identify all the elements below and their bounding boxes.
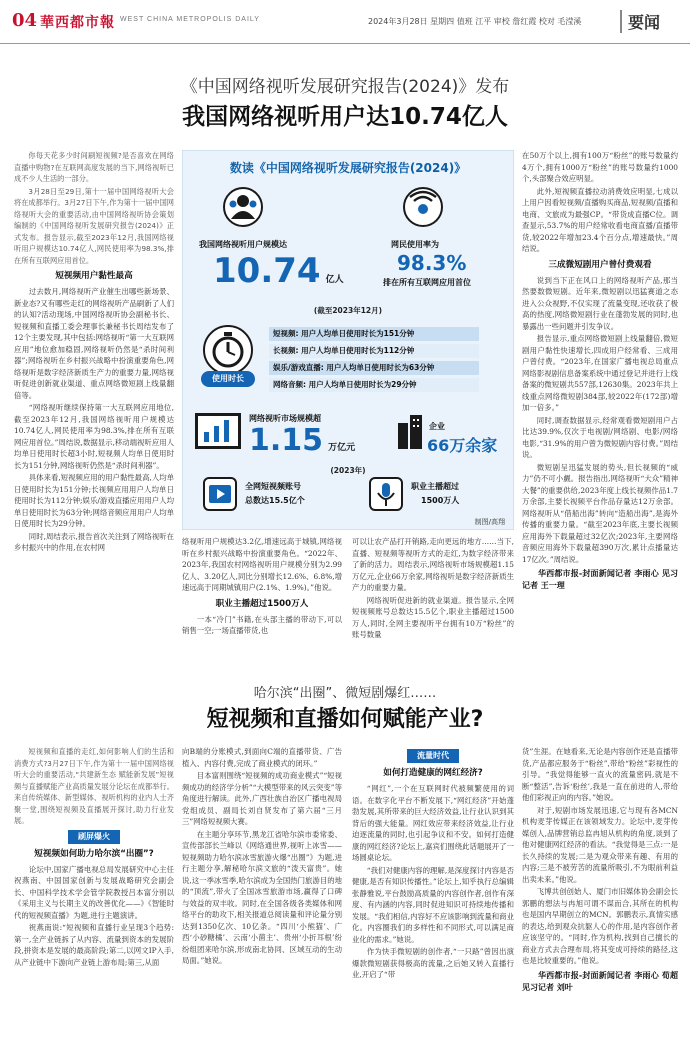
market-label: 网络视听市场规模超 [249,414,321,423]
article2-paragraph: 对于,短剧市场发展迅速,它与现有各MCN机构麦芽传媒正在该领域发力。论坛中,麦芽传媒创人,品牌营销总监冉旭从机构的角度,谈到了他对健康网红经济的看法。“我觉得是三点:一是长久持续的发展;二是为观众带来有趣、有用的内容;三是不被劳苦的流量所吸引,不为眼前利益出卖未来。”他说。 [522,805,678,884]
infographic-credit: 制图/高翔 [474,518,505,526]
article1-paragraph: 过去数月,网络视听产业催生出哪些新场景、新业态?又有哪些走红的网络视听产品刷新了人们的认知?活动现场,中国网络视听协会副秘书长、短视频和直播工委会理事长兼秘书长周结发布了12个主要发现,其中包括:网络视听“第一大互联网应用”地位愈加稳固,网络视听仍然是“杀时间利器”;网络视听在乡村振兴战略中扮演重要角色,网络视听是数字经济新质生产力的重要力量,网络视听促进创新就业渠道、重点网络微短剧上线量翻倍等。 [14,287,174,400]
article1-paragraph: 同时,调查数据显示,经常观看微短剧用户占比达39.9%,仅次于电视剧/网络剧、电影/网络电影,“31.9%的用户曾为微短剧内容付费。”周结说。 [522,415,678,459]
users-value: 10.74 [213,251,321,291]
article1-paragraph: 说到当下正在风口上的网络视听产品,那当然要数微短剧。近年来,微短剧以迅猛赛道之态进入公众视野,不仅实现了流量变现,还收获了极高的热度,网络微短剧行业在蓬勃发展的同时,也暴露出一些问题并引发争议。 [522,275,678,331]
article2-tag-1: 刷屏爆火 [68,830,120,844]
date-note: (截至2023年12月) [313,306,383,315]
article2-tag-2: 流量时代 [407,749,459,763]
article2-paragraph: 向B端的分账模式,到面向C端的直播带货、广告植入、内容付费,完成了商业模式的闭环。” [182,747,342,768]
users-group-icon [223,187,263,227]
users-figure [213,251,344,291]
article1-paragraph: 报告显示,重点网络微短剧上线量翻倍,微短剧用户黏性快速增长,四成用户经常看、三成用户曾付费。“2023年,在国家广播电视总局重点网络影视剧信息备案系统中通过登记并进行上线备案的微短剧共557部,12630集。2023年共上线重点网络微短剧384部,较2022年(172部)增加一倍多。” [522,334,678,412]
usage-time-label: 使用时长 [201,371,255,387]
market-value: 1.15 [249,423,324,458]
article2-paragraph: 作为快手微短剧的创作者,“一只路”曾因出演爆款微短剧获得极高的流量,之后她又转入直播行业,开启了“带 [352,947,514,979]
rate-label: 网民使用率为 [391,240,439,249]
company-value: 66万余家 [427,436,498,455]
article1-headline: 我国网络视听用户达10.74亿人 [182,104,508,130]
users-label: 我国网络视听用户规模达 [199,240,287,249]
article1-paragraph: “网络视听继续保持第一大互联网应用地位,截至2023年12月,我国网络视听用户规模达10.74亿人,网民使用率为98.3%,排在所有互联网应用首位。”周结说,数据显示,移动端视听应用人均单日使用时长超3小时,短视频人均单日使用时长为151分钟,网络视听仍然是“杀时间利器”。 [14,403,174,470]
article1-paragraph: 具体来看,短视频应用的用户黏性最高,人均单日使用时长为151分钟;长视频应用用户人均单日使用时长为112分钟;娱乐/游戏直播应用用户人均单日使用时长为63分钟;网络音频应用用户人均单日使用时长为29分钟。 [14,473,174,528]
article1-far-right-column [522,150,678,670]
article2-paragraph: 祝燕南说:“短视频和直播行业呈现3个趋势:第一,全产业链拆了从内容、流量到资本的发展阶段,拼资本是发展的最高阶段;第二,以网文IP入手,从产业链中下游向产业链上游布局;第三,从面 [14,923,174,967]
section-label: 要闻 [620,10,660,33]
article1-subhead-3: 三成微短剧用户曾付费观看 [548,259,652,270]
article2-lead: 短视频和直播的走红,如何影响人们的生活和消费方式?3月27日下午,作为第十一届中国网络视听大会的重要活动,“共建新生态 赋能新发展”短视频与直播赋能产业高质量发展分论坛在成都举行。来自传统媒体、新型媒体、视听机构的业内人士齐聚一堂,围绕短视频及直播展开探讨,助力行业发展。 [14,747,174,825]
article2-subhead-1: 短视频如何助力哈尔滨“出圈”? [34,848,154,859]
stopwatch-icon [203,325,253,375]
article1-subhead-2: 职业主播超过1500万人 [215,598,309,609]
article2-left-column [14,746,174,1042]
article2-kicker: 哈尔滨“出圈”、微短剧爆红…… [253,686,437,701]
newspaper-english-name: WEST CHINA METROPOLIS DAILY [120,16,260,23]
article2-mid-column [182,746,342,1042]
article2-paragraph: 飞博共创创始人、厦门市旧媒体协会副会长郭鹏的想法与冉旭可谓不谋而合,其所在的机构也是国内早期创立的MCN。郭鹏表示,真情实感的表达,给到观众抗躯人心的作用,是内容创作者应该坚守的。“同时,作为机构,找到自己擅长的商业方式去合理布局,将其变成可持续的路径,这也是比较重要的。”他说。 [522,887,678,965]
article1-paragraph: 微短剧呈迅猛发展的势头,但长视频的“威力”仍不可小觑。报告指出,网络视听“大众”精神大餐”的重要供给,2023年度上线长视频作品1.7万余部,主要长视频平台作品存量达12万余部。网络视听从“借船出海”转向“造船出海”,是海外传播的重要力量。“截至2023年底,主要长视频应用海外下载量超过32亿次;2023年,主要网络音频应用海外下载量超390万次,累计点播量达17亿次。”周结说。 [522,462,678,564]
article2-paragraph: “我们对健康内容的理解,是深度探讨内容是否健康,是否有知识传播性。”论坛上,知乎执行总编辑张静雅说,平台鼓励高质量的内容创作者,创作有深度、有内涵的内容,同时促进知识可持续地传播和发展。“我们相信,内容好不应该影响到流量和商业化。内容圈我们的多样性和不同形式,可以满足商业化的需求。”她说。 [352,865,514,944]
article2-paragraph: 论坛中,国家广播电视总局发展研究中心主任祝燕南、中国国家创新与发展战略研究会副会长、中国科学技术学会管学院教授吕本富分别以《采用主义与长期主义的改善优化——》《智能时代的短视频直播》为题,进行主题演讲。 [14,864,174,920]
rate-value: 98.3% [397,251,467,275]
article1-paragraph: 同时,周结表示,报告首次关注到了网络视听在乡村振兴中的作用,在农村网 [14,531,174,552]
accounts-value: 总数达15.5亿个 [245,496,305,505]
article1-paragraph: 一本“冷门”书籍,在头部主播的带动下,可以销售一空;一场直播带货,也 [182,614,342,635]
article2-paragraph: 货”生涯。在她看来,无论是内容创作还是直播带货,产品都应服务于“粉丝”,带给“粉丝”彩视性的引导。“我觉得能够一直火的流量密码,就是不断“整活”,告诉‘粉丝’,我是一直在前进的人,带给他们彩视正向的内容。”她说。 [522,747,678,802]
usage-row-live-stream: 娱乐/游戏直播: 用户人均单日使用时长为63分钟 [269,361,479,375]
article1-subhead-1: 短视频用户黏性最高 [55,271,133,281]
article1-paragraph: 网络视听促进新的就业渠道。报告显示,全网短视频账号总数达15.5亿个,职业主播超过1500万人,同时,全网主要视听平台拥有10万“粉丝”的账号数量 [352,595,514,639]
article2-far-right-column [522,746,678,1042]
rate-note: 排在所有互联网应用首位 [383,278,471,287]
article2-paragraph: 目本富则围绕“短视频的成功商业模式”“短视频成功的经济学分析”“大模型带来的风云突变”等角度进行解读。此外,广西壮族自治区广播电视局党组成员、副局长刘自贤发布了第六届“三月三”网络短视频大赛。 [182,771,342,826]
article2-paragraph: 在主题分享环节,黑龙江省哈尔滨市委常委、宣传部部长兰峰以《网络通世界,视听上冰雪——短视频助力哈尔滨冰雪旅游火爆“出圈”》为题,进行主题分享,解秘哈尔滨文旅的“泼天富贵”。她说,这一季冰雪季,哈尔滨成为全国热门旅游目的地的“顶流”,带火了全国冰雪旅游市场,赢得了口碑与效益的双丰收。同时,在全国各级各类媒体和网络平台的助攻下,相关报道总阅读量和评论量分别达到1350亿次、10亿条。“四川‘小熊猫’、广西‘小砂糖橘’、云南‘小菌主’、贵州‘小折耳根’纷纷组团来哈尔滨,形成南北协同、区域互动的生动局面。”她说。 [182,829,342,965]
article2-byline: 华西都市报-封面新闻记者 李雨心 荀超 见习记者 刘叶 [522,970,678,992]
presentation-board-icon [195,413,241,449]
article1-paragraph: 可以让农产品打开销路,走向更远的地方……当下,直播、短视频等视听方式的走红,为数字经济带来了新的活力。周结表示,网络视听市场规模超1.15万亿元,企业66万余家,网络视听是数字经济新质生产力的重要力量。 [352,537,514,592]
anchor-microphone-icon [369,477,403,511]
article1-right-column [352,536,514,670]
usage-row-long-video: 长视频: 用户人均单日使用时长为112分钟 [269,344,479,358]
article2-right-column [352,746,514,1042]
year-note: (2023年) [330,466,366,475]
market-figure [249,423,355,458]
article2-headline: 短视频和直播如何赋能产业? [206,707,484,732]
infographic-title: 数读《中国网络视听发展研究报告(2024)》 [229,161,467,175]
article1-mid-column [182,536,342,670]
article2-subhead-2: 如何打造健康的网红经济? [383,768,483,778]
accounts-label: 全网短视频账号 [245,482,301,491]
broadcast-icon [403,187,443,227]
users-unit: 亿人 [325,275,344,285]
article1-lead: 你每天花多少时间刷短视频?是否喜欢在网络直播中购物?在互联网高度发展的当下,网络视听已成不少人生活的一部分。 [14,151,174,183]
usage-row-short-video: 短视频: 用户人均单日使用时长为151分钟 [269,327,479,341]
buildings-icon [397,413,423,449]
market-unit: 万亿元 [328,443,356,453]
article1-kicker: 《中国网络视听发展研究报告(2024)》发布 [180,77,510,97]
masthead [0,0,690,44]
usage-row-audio: 网络音频: 用户人均单日使用时长为29分钟 [269,378,479,392]
article1-paragraph: 此外,短视频直播拉动消费效应明显,七成以上用户因看短视频/直播购买商品,短视频/直播和电商、文旅成为最强CP。“带货成直播C位。调查显示,53.7%的用户经常收看电商直播/直播带货,较2022年增加23.4个百分点,增速最快。”周结说。 [522,186,678,253]
article1-intro: 3月28日至29日,第十一届中国网络视听大会将在成都举行。3月27日下午,作为第十一届中国网络视听大会的重要活动,由中国网络视听协会策划编制的《中国网络视听发展研究报告(2024)》正式发布。报告显示,截至2023年12月,我国网络视听用户规模达10.74亿人,网民使用率为98.3%,排在所有互联网应用首位。 [14,186,174,265]
page-number: 04 [12,10,38,31]
issue-info: 2024年3月28日 星期四 值班 江平 审校 詹红霞 校对 毛滢溪 [368,17,582,26]
article1-byline: 华西都市报-封面新闻记者 李雨心 见习记者 王一理 [522,569,678,590]
infographic [182,150,514,530]
video-account-icon [203,477,237,511]
article1-paragraph: 络视听用户规模达3.2亿,增速远高于城镇,网络视听在乡村振兴战略中扮演重要角色。“2022年、2023年,我国农村网络视听用户规模分别为2.99亿人、3.20亿人,同比分别增长12.6%、6.8%,增速远高于同期城镇用户(2.1%、1.9%)。”他说。 [182,537,342,592]
article2-paragraph: “网红”,一个在互联网时代被频繁使用的词语。在数字化平台不断发展下,“网红经济”开始蓬勃发展,其所带来的巨大经济效益,让行业认识到其背后的强大能量。网红效应带来经济效益,让行业迫逐流量的同时,也引起争议和不安。如何打造健康的网红经济?论坛上,嘉宾们围绕此话题展开了一场圆桌论坛。 [352,784,514,862]
article1-paragraph: 在50万个以上,拥有100万“粉丝”的账号数量约4万个,拥有1000万“粉丝”的账号数量约1000个,头部聚合效应明显。 [522,151,678,183]
anchors-value: 1500万人 [421,496,460,505]
article1-left-column [14,150,174,670]
anchors-label: 职业主播超过 [411,482,459,491]
company-label: 企业 [429,422,445,431]
newspaper-logo: 華西都市報 [40,15,115,31]
